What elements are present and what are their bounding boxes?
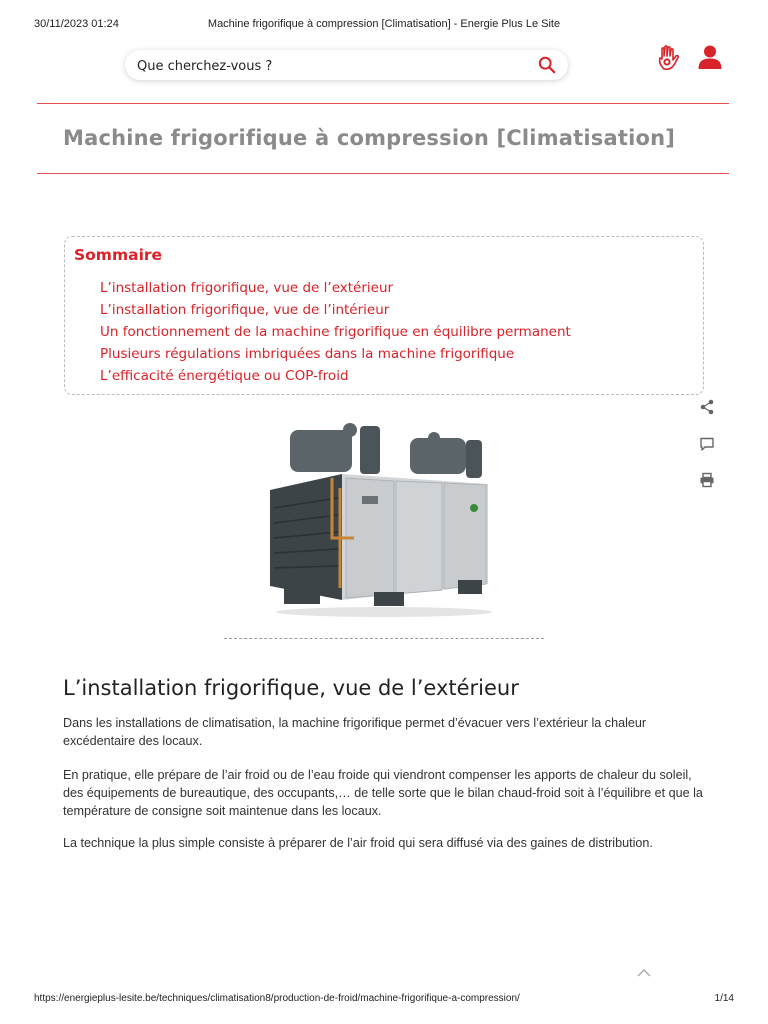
print-date: 30/11/2023 01:24 xyxy=(34,18,119,30)
toc-link[interactable]: L’efficacité énergétique ou COP-froid xyxy=(100,368,349,384)
page-url: https://energieplus-lesite.be/techniques/climatisation8/production-de-froid/machine-frigorifique-a-compression/ xyxy=(34,993,520,1004)
user-icon[interactable] xyxy=(697,44,723,70)
section-heading: L’installation frigorifique, vue de l’extérieur xyxy=(63,676,519,700)
paragraph: En pratique, elle prépare de l’air froid ou de l’eau froide qui viendront compenser les apports de chaleur du soleil, des équipements de bureautique, des occupants,… de telle sorte que le bilan chaud-froid soit à l’équilibre et que la température de consigne soit maintenue dans les locaux. xyxy=(63,768,703,818)
page-number: 1/14 xyxy=(714,993,734,1004)
section-divider xyxy=(224,638,544,639)
search-bar xyxy=(125,50,568,80)
toc-list xyxy=(100,277,571,387)
toc-heading: Sommaire xyxy=(74,246,163,264)
share-icon[interactable] xyxy=(698,398,716,416)
toc-link[interactable]: Plusieurs régulations imbriquées dans la machine frigorifique xyxy=(100,346,515,362)
divider-line xyxy=(37,103,729,104)
hand-icon[interactable] xyxy=(655,44,683,72)
paragraph: Dans les installations de climatisation, la machine frigorifique permet d’évacuer vers l’extérieur la chaleur excédentaire des locaux. xyxy=(63,716,647,748)
comment-icon[interactable] xyxy=(698,435,716,453)
search-icon[interactable] xyxy=(538,56,556,74)
print-page-title: Machine frigorifique à compression [Climatisation] - Energie Plus Le Site xyxy=(207,18,561,30)
chiller-image xyxy=(262,418,498,618)
chevron-up-icon[interactable] xyxy=(636,966,652,980)
page-title: Machine frigorifique à compression [Climatisation] xyxy=(63,126,676,150)
toc-link[interactable]: L’installation frigorifique, vue de l’intérieur xyxy=(100,302,390,318)
search-input[interactable] xyxy=(135,55,529,77)
divider-line xyxy=(37,173,729,174)
toc-link[interactable]: Un fonctionnement de la machine frigorifique en équilibre permanent xyxy=(100,324,571,340)
print-icon[interactable] xyxy=(698,471,716,489)
paragraph: La technique la plus simple consiste à préparer de l’air froid qui sera diffusé via des gaines de distribution. xyxy=(63,836,653,850)
table-of-contents xyxy=(64,236,704,395)
toc-link[interactable]: L’installation frigorifique, vue de l’extérieur xyxy=(100,280,394,296)
